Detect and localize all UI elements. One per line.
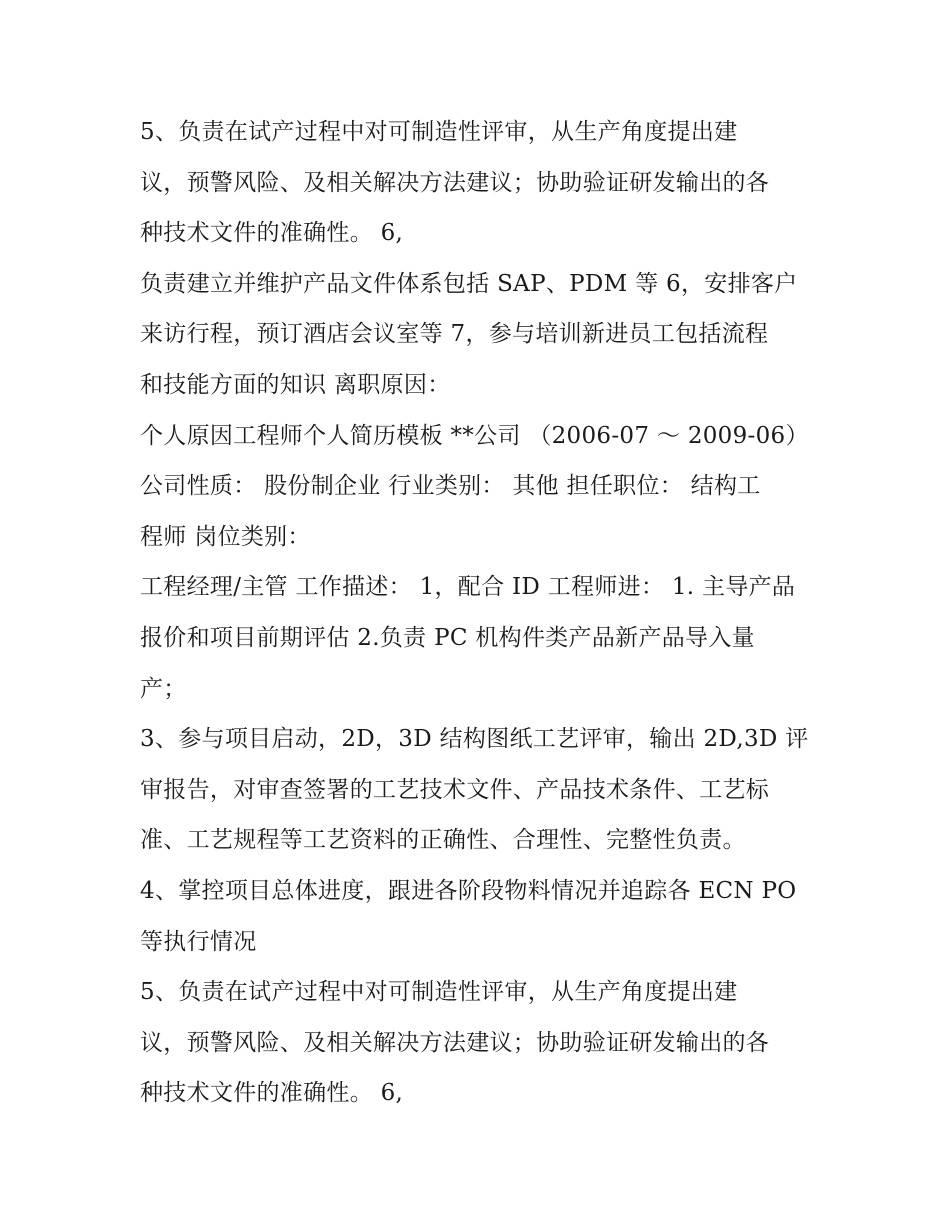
text-line: 准、工艺规程等工艺资料的正确性、合理性、完整性负责。 [140,827,746,854]
text-line: 审报告，对审查签署的工艺技术文件、产品技术条件、工艺标 [140,776,770,803]
text-line: 负责建立并维护产品文件体系包括 SAP、PDM 等 6，安排客户 [140,270,798,297]
text-line: 种技术文件的准确性。 6, [140,1080,404,1107]
text-line: 和技能方面的知识 离职原因： [140,371,451,398]
text-line: 产； [140,675,187,702]
document-body [140,107,820,1119]
text-line: 公司性质： 股份制企业 行业类别： 其他 担任职位： 结构工 [140,473,761,500]
text-line: 来访行程，预订酒店会议室等 7，参与培训新进员工包括流程 [140,321,769,348]
text-line: 议，预警风险、及相关解决方法建议；协助验证研发输出的各 [140,169,770,196]
text-line: 5、负责在试产过程中对可制造性评审，从生产角度提出建 [140,119,738,145]
text-line: 5、负责在试产过程中对可制造性评审，从生产角度提出建 [140,979,738,1006]
text-line: 程师 岗位类别： [140,523,311,550]
text-line: 等执行情况 [140,928,257,955]
text-line: 工程经理/主管 工作描述： 1，配合 ID 工程师进： 1. 主导产品 [140,574,796,601]
text-line: 议，预警风险、及相关解决方法建议；协助验证研发输出的各 [140,1029,770,1056]
text-line: 4、掌控项目总体进度，跟进各阶段物料情况并追踪各 ECN PO [140,877,797,904]
text-line: 个人原因工程师个人简历模板 **公司 （2006-07 ～ 2009-06） [140,422,809,449]
text-line: 3、参与项目启动，2D，3D 结构图纸工艺评审，输出 2D,3D 评 [140,726,809,753]
text-line: 报价和项目前期评估 2.负责 PC 机构件类产品新产品导入量 [140,624,755,651]
text-line: 种技术文件的准确性。 6, [140,220,404,247]
